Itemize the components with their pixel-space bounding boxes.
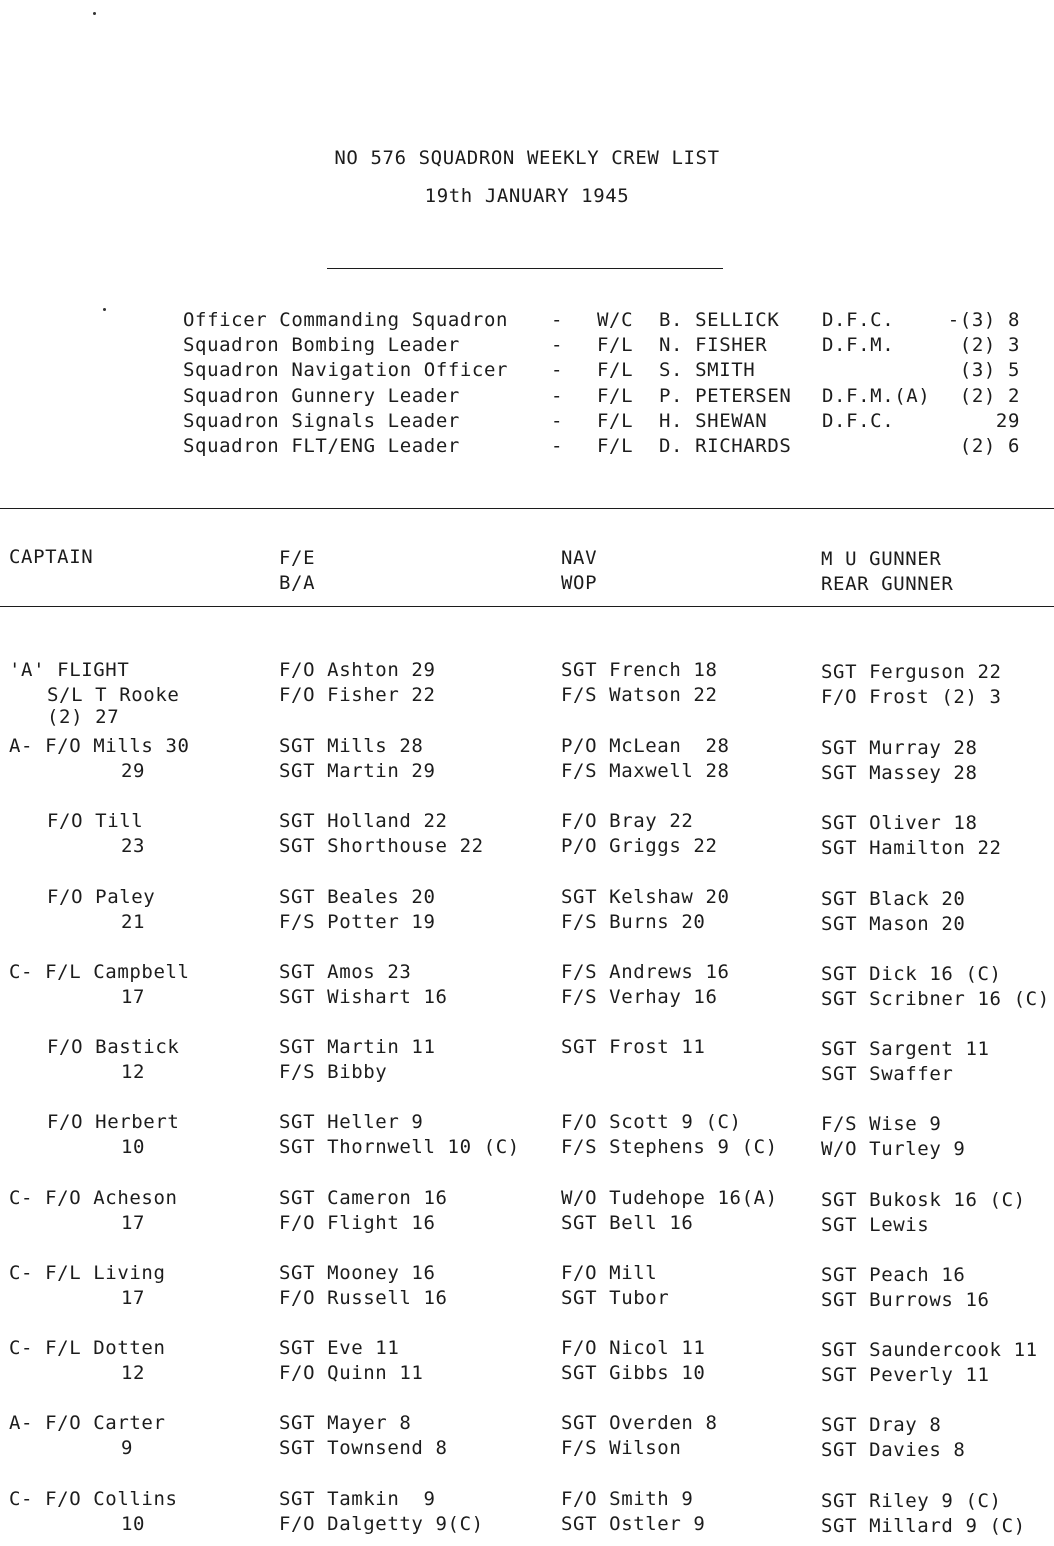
leader-role: Squadron Bombing Leader (183, 334, 460, 357)
captain-ops: 12 (121, 1061, 146, 1083)
flight-engineer: SGT Holland 22 (279, 810, 448, 832)
flight-label: 'A' FLIGHT (9, 659, 130, 681)
captain-ops: 29 (121, 760, 146, 782)
mid-upper-gunner: SGT Oliver 18 (821, 812, 978, 834)
mid-upper-gunner: SGT Sargent 11 (821, 1038, 990, 1060)
leader-rank: F/L (597, 435, 634, 457)
leader-role: Squadron Navigation Officer (183, 359, 509, 382)
title-underline (327, 268, 723, 269)
captain-ops: 17 (121, 986, 146, 1008)
captain-ops: 12 (121, 1362, 146, 1384)
flight-engineer: SGT Tamkin 9 (279, 1488, 436, 1510)
navigator: SGT Kelshaw 20 (561, 886, 730, 908)
leader-ops: (2) 6 (959, 435, 1020, 457)
document-date: 19th JANUARY 1945 (424, 185, 630, 207)
mid-upper-gunner: SGT Bukosk 16 (C) (821, 1189, 1026, 1211)
wireless-operator: F/S Burns 20 (561, 911, 706, 933)
leader-award: D.F.M. (822, 334, 895, 357)
captain-name: F/O Till (47, 810, 144, 832)
header-bottom-rule (0, 606, 1054, 607)
rear-gunner: SGT Millard 9 (C) (821, 1515, 1026, 1537)
navigator: SGT Frost 11 (561, 1036, 706, 1058)
rear-gunner: SGT Burrows 16 (821, 1289, 990, 1311)
rear-gunner: SGT Lewis (821, 1214, 930, 1236)
header-fe: F/E (279, 547, 316, 569)
flight-engineer: SGT Martin 11 (279, 1036, 436, 1058)
captain-name: F/O Paley (47, 886, 156, 908)
leader-name: N. FISHER (659, 334, 768, 357)
rear-gunner: W/O Turley 9 (821, 1138, 966, 1160)
leader-ops: (2) 2 (959, 384, 1020, 407)
leader-ops: (2) 3 (959, 334, 1020, 357)
leader-name: H. SHEWAN (659, 409, 768, 432)
bomb-aimer: F/O Flight 16 (279, 1212, 436, 1234)
bomb-aimer: SGT Wishart 16 (279, 986, 448, 1008)
header-rear-gunner: REAR GUNNER (821, 573, 954, 595)
mid-upper-gunner: SGT Dray 8 (821, 1414, 942, 1436)
rear-gunner: SGT Mason 20 (821, 913, 966, 935)
leader-dash: - (551, 409, 564, 432)
rear-gunner: SGT Massey 28 (821, 762, 978, 784)
mid-upper-gunner: F/S Wise 9 (821, 1113, 942, 1135)
captain-name: F/O Bastick (47, 1036, 180, 1058)
leader-role: Squadron Signals Leader (183, 409, 460, 432)
leader-rank: F/L (597, 384, 634, 407)
bomb-aimer: SGT Shorthouse 22 (279, 835, 484, 857)
wireless-operator: SGT Tubor (561, 1287, 670, 1309)
captain-name: A- F/O Carter (9, 1412, 166, 1434)
captain-ops: 17 (121, 1212, 146, 1234)
wireless-operator: SGT Bell 16 (561, 1212, 694, 1234)
leader-dash: - (551, 384, 564, 407)
captain-name: A- F/O Mills 30 (9, 735, 190, 757)
captain-ops: 21 (121, 911, 146, 933)
captain-name: F/O Herbert (47, 1111, 180, 1133)
flight-engineer: SGT Heller 9 (279, 1111, 424, 1133)
captain-name: C- F/L Living (9, 1262, 166, 1284)
bomb-aimer: F/S Bibby (279, 1061, 388, 1083)
captain-name: S/L T Rooke (47, 684, 180, 706)
leader-rank: F/L (597, 409, 634, 432)
navigator: W/O Tudehope 16(A) (561, 1187, 778, 1209)
wireless-operator: F/S Maxwell 28 (561, 760, 730, 782)
captain-ops: (2) 27 (47, 706, 120, 728)
bomb-aimer: F/O Dalgetty 9(C) (279, 1513, 484, 1535)
leader-rank: W/C (597, 309, 634, 331)
rear-gunner: SGT Davies 8 (821, 1439, 966, 1461)
leader-name: D. RICHARDS (659, 435, 792, 457)
flight-engineer: SGT Cameron 16 (279, 1187, 448, 1209)
navigator: F/O Bray 22 (561, 810, 694, 832)
header-top-rule (0, 508, 1054, 509)
header-nav: NAV (561, 547, 598, 569)
navigator: F/S Andrews 16 (561, 961, 730, 983)
bomb-aimer: F/O Russell 16 (279, 1287, 448, 1309)
leader-role: Squadron FLT/ENG Leader (183, 435, 460, 457)
flight-engineer: SGT Beales 20 (279, 886, 436, 908)
leader-award: D.F.C. (822, 409, 895, 432)
mid-upper-gunner: SGT Saundercook 11 (821, 1339, 1038, 1361)
leader-ops: -(3) 8 (947, 309, 1020, 331)
leader-dash: - (551, 435, 564, 457)
header-mu-gunner: M U GUNNER (821, 548, 942, 570)
bomb-aimer: SGT Martin 29 (279, 760, 436, 782)
captain-name: C- F/L Campbell (9, 961, 190, 983)
leader-name: P. PETERSEN (659, 384, 792, 407)
mid-upper-gunner: SGT Peach 16 (821, 1264, 966, 1286)
flight-engineer: SGT Eve 11 (279, 1337, 400, 1359)
flight-engineer: SGT Mooney 16 (279, 1262, 436, 1284)
header-wop: WOP (561, 572, 598, 594)
rear-gunner: SGT Hamilton 22 (821, 837, 1002, 859)
scan-speck (103, 308, 106, 311)
captain-ops: 10 (121, 1136, 146, 1158)
navigator: F/O Nicol 11 (561, 1337, 706, 1359)
leader-name: S. SMITH (659, 359, 756, 382)
rear-gunner: SGT Peverly 11 (821, 1364, 990, 1386)
captain-ops: 10 (121, 1513, 146, 1535)
mid-upper-gunner: SGT Black 20 (821, 888, 966, 910)
flight-engineer: SGT Mills 28 (279, 735, 424, 757)
captain-name: C- F/O Collins (9, 1488, 178, 1510)
wireless-operator: F/S Wilson (561, 1437, 682, 1459)
leader-rank: F/L (597, 359, 634, 382)
leader-ops: (3) 5 (959, 359, 1020, 382)
rear-gunner: SGT Scribner 16 (C) (821, 988, 1050, 1010)
leader-rank: F/L (597, 334, 634, 357)
mid-upper-gunner: SGT Ferguson 22 (821, 661, 1002, 683)
wireless-operator: F/S Watson 22 (561, 684, 718, 706)
bomb-aimer: F/O Fisher 22 (279, 684, 436, 706)
captain-ops: 9 (121, 1437, 134, 1459)
mid-upper-gunner: SGT Dick 16 (C) (821, 963, 1002, 985)
bomb-aimer: F/O Quinn 11 (279, 1362, 424, 1384)
leader-dash: - (551, 309, 564, 331)
bomb-aimer: SGT Thornwell 10 (C) (279, 1136, 520, 1158)
captain-ops: 23 (121, 835, 146, 857)
navigator: SGT Overden 8 (561, 1412, 718, 1434)
flight-engineer: SGT Amos 23 (279, 961, 412, 983)
leader-dash: - (551, 359, 564, 382)
navigator: SGT French 18 (561, 659, 718, 681)
bomb-aimer: SGT Townsend 8 (279, 1437, 448, 1459)
captain-name: C- F/O Acheson (9, 1187, 178, 1209)
navigator: P/O McLean 28 (561, 735, 730, 757)
captain-ops: 17 (121, 1287, 146, 1309)
scan-speck (93, 12, 96, 15)
wireless-operator: SGT Ostler 9 (561, 1513, 706, 1535)
wireless-operator: P/O Griggs 22 (561, 835, 718, 857)
leader-award: D.F.C. (822, 309, 895, 331)
document-title: NO 576 SQUADRON WEEKLY CREW LIST (334, 147, 720, 169)
rear-gunner: SGT Swaffer (821, 1063, 954, 1085)
leader-ops: 29 (995, 409, 1020, 432)
leader-award: D.F.M.(A) (822, 384, 931, 407)
mid-upper-gunner: SGT Riley 9 (C) (821, 1490, 1002, 1512)
bomb-aimer: F/S Potter 19 (279, 911, 436, 933)
wireless-operator: F/S Stephens 9 (C) (561, 1136, 778, 1158)
header-captain: CAPTAIN (9, 546, 94, 568)
rear-gunner: F/O Frost (2) 3 (821, 686, 1002, 708)
leader-role: Officer Commanding Squadron (183, 309, 509, 331)
flight-engineer: F/O Ashton 29 (279, 659, 436, 681)
navigator: F/O Smith 9 (561, 1488, 694, 1510)
navigator: F/O Mill (561, 1262, 658, 1284)
wireless-operator: SGT Gibbs 10 (561, 1362, 706, 1384)
captain-name: C- F/L Dotten (9, 1337, 166, 1359)
leader-role: Squadron Gunnery Leader (183, 384, 460, 407)
leader-name: B. SELLICK (659, 309, 780, 331)
header-ba: B/A (279, 572, 316, 594)
navigator: F/O Scott 9 (C) (561, 1111, 742, 1133)
leader-dash: - (551, 334, 564, 357)
flight-engineer: SGT Mayer 8 (279, 1412, 412, 1434)
mid-upper-gunner: SGT Murray 28 (821, 737, 978, 759)
wireless-operator: F/S Verhay 16 (561, 986, 718, 1008)
